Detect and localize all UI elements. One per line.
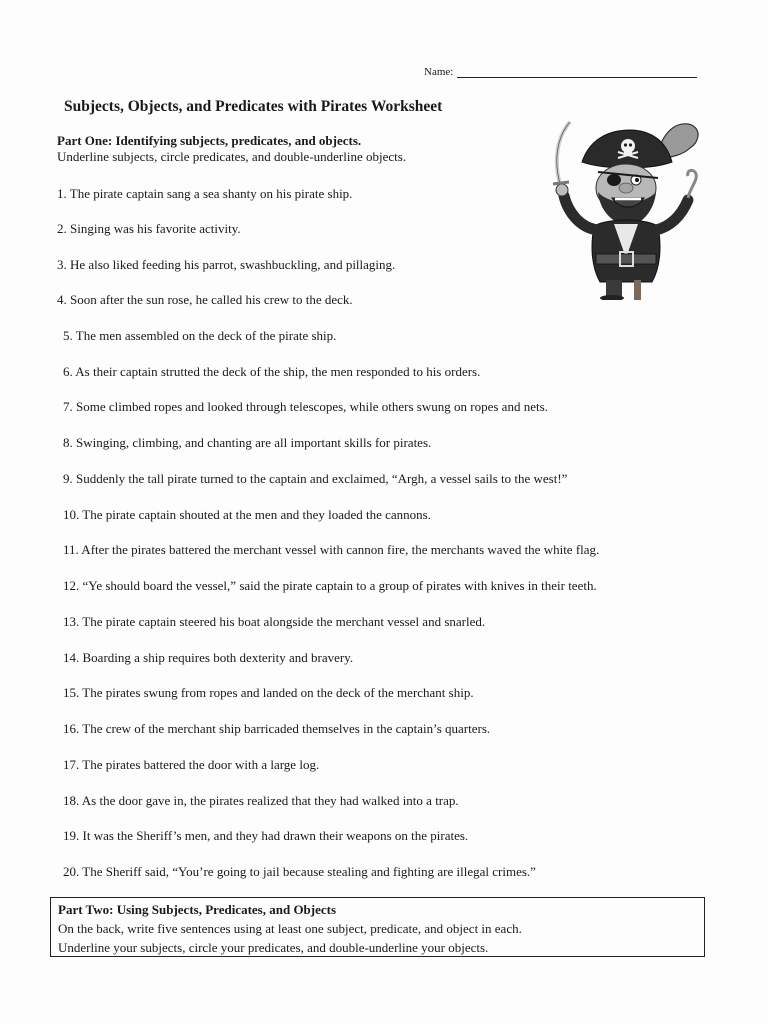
name-field bbox=[424, 66, 697, 78]
question-4: 4. Soon after the sun rose, he called his crew to the deck. bbox=[57, 292, 353, 307]
question-19: 19. It was the Sheriff’s men, and they had drawn their weapons on the pirates. bbox=[63, 828, 469, 843]
question-10: 10. The pirate captain shouted at the men and they loaded the cannons. bbox=[63, 507, 431, 522]
part-two-instruction-1: On the back, write five sentences using at least one subject, predicate, and object in each. bbox=[58, 921, 522, 936]
question-7: 7. Some climbed ropes and looked through telescopes, while others swung on ropes and nets. bbox=[63, 399, 548, 414]
question-3: 3. He also liked feeding his parrot, swashbuckling, and pillaging. bbox=[57, 257, 396, 272]
question-20: 20. The Sheriff said, “You’re going to jail because stealing and fighting are illegal crimes.” bbox=[63, 864, 536, 879]
part-two-box bbox=[50, 897, 705, 957]
question-16: 16. The crew of the merchant ship barricaded themselves in the captain’s quarters. bbox=[63, 721, 491, 736]
part-two-heading: Part Two: Using Subjects, Predicates, and Objects bbox=[58, 902, 337, 917]
question-9: 9. Suddenly the tall pirate turned to the captain and exclaimed, “Argh, a vessel sails to the west!” bbox=[63, 471, 568, 486]
question-2: 2. Singing was his favorite activity. bbox=[57, 221, 241, 236]
question-11: 11. After the pirates battered the merchant vessel with cannon fire, the merchants waved the white flag. bbox=[63, 542, 600, 557]
question-14: 14. Boarding a ship requires both dexterity and bravery. bbox=[63, 650, 354, 665]
part-one-instructions: Underline subjects, circle predicates, and double-underline objects. bbox=[57, 149, 407, 164]
question-17: 17. The pirates battered the door with a large log. bbox=[63, 757, 320, 772]
question-18: 18. As the door gave in, the pirates realized that they had walked into a trap. bbox=[63, 793, 459, 808]
question-5: 5. The men assembled on the deck of the pirate ship. bbox=[63, 328, 337, 343]
question-8: 8. Swinging, climbing, and chanting are all important skills for pirates. bbox=[63, 435, 432, 450]
name-label: Name: bbox=[424, 66, 454, 78]
question-13: 13. The pirate captain steered his boat alongside the merchant vessel and snarled. bbox=[63, 614, 486, 629]
worksheet-title: Subjects, Objects, and Predicates with Pirates Worksheet bbox=[64, 98, 443, 115]
part-one-heading: Part One: Identifying subjects, predicates, and objects. bbox=[57, 133, 362, 148]
question-6: 6. As their captain strutted the deck of the ship, the men responded to his orders. bbox=[63, 364, 481, 379]
question-15: 15. The pirates swung from ropes and landed on the deck of the merchant ship. bbox=[63, 685, 474, 700]
pirate-captain-illustration bbox=[540, 118, 710, 300]
question-1: 1. The pirate captain sang a sea shanty on his pirate ship. bbox=[57, 186, 353, 201]
part-two-instruction-2: Underline your subjects, circle your predicates, and double-underline your objects. bbox=[58, 940, 489, 955]
name-blank-line[interactable] bbox=[457, 66, 697, 78]
question-12: 12. “Ye should board the vessel,” said the pirate captain to a group of pirates with knives in their teeth. bbox=[63, 578, 597, 593]
